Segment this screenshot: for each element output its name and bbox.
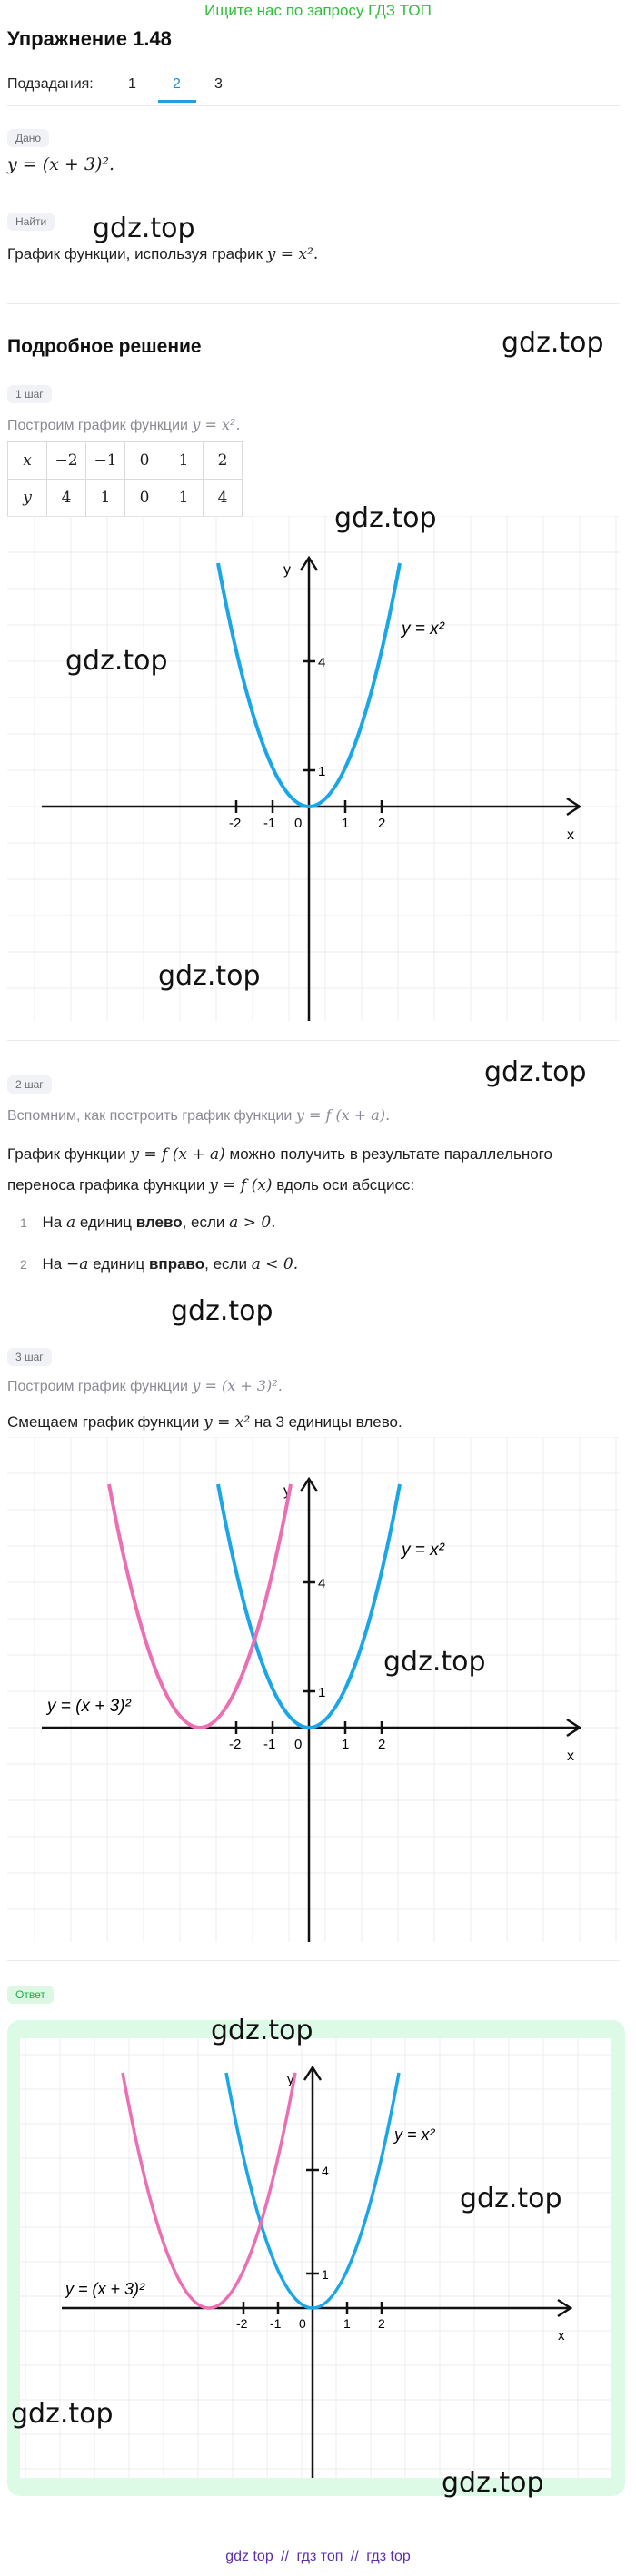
tick-label: 4 xyxy=(318,1576,326,1591)
table-cell: 0 xyxy=(125,442,164,480)
y-axis-label: y xyxy=(283,562,291,578)
parabola-label: y = x² xyxy=(402,619,444,639)
paragraph-text: переноса графика функции xyxy=(7,1176,205,1194)
y-axis-label: y xyxy=(287,2072,294,2087)
formula: y = f (x) xyxy=(209,1176,273,1194)
tick-label: 1 xyxy=(342,816,350,831)
tick-label: 0 xyxy=(299,2316,306,2331)
tick-label: 1 xyxy=(318,1685,326,1700)
grid xyxy=(7,1437,620,1942)
shifted-parabola-label: y = (x + 3)² xyxy=(65,2280,145,2298)
step3-description xyxy=(7,1413,402,1432)
watermark: gdz.top xyxy=(11,2398,114,2430)
tick-label: 1 xyxy=(322,2267,329,2282)
table-cell: 4 xyxy=(204,480,243,517)
tick-label: 0 xyxy=(294,816,303,831)
tick-label: 4 xyxy=(322,2164,329,2178)
list-bold: влево xyxy=(135,1214,183,1231)
grid xyxy=(7,516,620,1021)
step2-text-label: Вспомним, как построить график функции xyxy=(7,1108,293,1124)
y-axis-label: y xyxy=(283,1483,291,1499)
table-cell: 1 xyxy=(164,442,204,480)
footer-separator: // xyxy=(350,2549,359,2564)
watermark: gdz.top xyxy=(484,1056,587,1088)
tick-label: 2 xyxy=(378,1737,386,1752)
step3-text xyxy=(7,1377,283,1395)
paragraph-text: можно получить в результате параллельного xyxy=(229,1145,552,1163)
tick-label: -2 xyxy=(229,816,242,831)
active-tab-indicator xyxy=(158,100,196,103)
tick-label: 1 xyxy=(342,1737,350,1752)
step2-badge: 2 шаг xyxy=(7,1075,52,1094)
parabola-label: y = x² xyxy=(394,2125,435,2144)
table-cell: 1 xyxy=(164,480,204,517)
tick-label: 1 xyxy=(318,764,326,779)
tick-label: 2 xyxy=(378,2316,385,2331)
watermark: gdz.top xyxy=(383,1646,486,1678)
x-axis-label: x xyxy=(567,827,574,843)
solution-title: Подробное решение xyxy=(7,336,202,357)
watermark: gdz.top xyxy=(171,1295,273,1327)
table-cell: 1 xyxy=(86,480,125,517)
table-cell: −1 xyxy=(86,442,125,480)
tab-subtask-3[interactable]: 3 xyxy=(214,76,223,92)
description-text: Смещаем график функции xyxy=(7,1413,200,1431)
tick-label: -1 xyxy=(270,2316,282,2331)
parabola-label: y = x² xyxy=(402,1541,444,1560)
tick-label: -1 xyxy=(263,816,276,831)
step2-formula: y = f (x + a). xyxy=(295,1106,391,1124)
page-title: Упражнение 1.48 xyxy=(7,27,172,50)
step1-text xyxy=(7,416,241,434)
values-table xyxy=(7,441,243,517)
x-axis-label: x xyxy=(567,1749,574,1764)
list-item xyxy=(20,1255,298,1273)
tab-subtask-2[interactable]: 2 xyxy=(173,76,181,92)
list-text: На xyxy=(42,1255,63,1273)
watermark: gdz.top xyxy=(502,327,604,359)
formula: a > 0. xyxy=(229,1214,276,1232)
watermark: gdz.top xyxy=(65,645,168,677)
tick-label: -2 xyxy=(236,2316,248,2331)
step2-text xyxy=(7,1106,390,1125)
step1-formula: y = x². xyxy=(192,416,241,433)
formula: a xyxy=(66,1214,76,1232)
tick-label: 0 xyxy=(294,1737,303,1752)
list-text: единиц xyxy=(93,1255,145,1273)
given-formula: y = (x + 3)². xyxy=(7,154,115,174)
subtasks-label: Подзадания: xyxy=(7,76,94,92)
shifted-parabola-label: y = (x + 3)² xyxy=(47,1697,131,1716)
list-text: На xyxy=(42,1214,63,1231)
divider xyxy=(7,105,620,106)
tick-label: -2 xyxy=(229,1737,242,1752)
table-row xyxy=(8,442,243,480)
table-cell: 0 xyxy=(125,480,164,517)
table-cell: −2 xyxy=(47,442,86,480)
tick-label: 1 xyxy=(343,2316,351,2331)
list-bold: вправо xyxy=(148,1255,205,1273)
find-formula: y = x². xyxy=(266,245,319,263)
footer-link[interactable]: гдз топ xyxy=(296,2549,343,2564)
formula: a < 0. xyxy=(251,1255,299,1273)
table-cell: x xyxy=(8,442,47,480)
paragraph-text: График функции xyxy=(7,1145,126,1163)
graph-shifted xyxy=(7,1437,620,1942)
list-text: , если xyxy=(182,1214,225,1231)
list-number: 2 xyxy=(20,1257,27,1272)
step3-text-label: Построим график функции xyxy=(7,1379,188,1394)
footer-link[interactable]: гдз top xyxy=(366,2549,411,2564)
step3-formula: y = (x + 3)². xyxy=(192,1377,283,1394)
table-cell: 2 xyxy=(204,442,243,480)
tick-label: 2 xyxy=(378,816,386,831)
step2-paragraph xyxy=(7,1139,625,1201)
tick-label: 4 xyxy=(318,655,326,670)
divider xyxy=(7,1960,620,1961)
formula: −a xyxy=(66,1255,89,1273)
answer-badge: Ответ xyxy=(7,1986,54,2004)
watermark: gdz.top xyxy=(93,213,195,244)
paragraph-text: вдоль оси абсцисс: xyxy=(276,1176,415,1194)
footer-links xyxy=(0,2549,636,2565)
formula: y = f (x + a) xyxy=(130,1145,225,1164)
table-row xyxy=(8,480,243,517)
graph-parabola xyxy=(7,516,620,1021)
watermark: gdz.top xyxy=(158,960,261,992)
x-axis-label: x xyxy=(558,2328,565,2343)
given-badge: Дано xyxy=(7,129,49,147)
watermark: gdz.top xyxy=(460,2183,562,2214)
list-item xyxy=(20,1214,276,1232)
watermark: gdz.top xyxy=(442,2467,544,2499)
find-text-label: График функции, используя график xyxy=(7,245,263,263)
find-text xyxy=(7,245,318,263)
step1-text-label: Построим график функции xyxy=(7,418,188,433)
footer-link[interactable]: gdz top xyxy=(225,2549,273,2564)
watermark: gdz.top xyxy=(211,2015,313,2046)
table-cell: 4 xyxy=(47,480,86,517)
formula: y = x² xyxy=(204,1413,251,1432)
footer-separator: // xyxy=(281,2549,290,2564)
find-badge: Найти xyxy=(7,213,55,231)
shifted-parabola-curve xyxy=(123,2073,295,2308)
description-text: на 3 единицы влево. xyxy=(253,1413,402,1431)
step3-badge: 3 шаг xyxy=(7,1348,52,1366)
list-number: 1 xyxy=(20,1215,27,1230)
top-search-link[interactable]: Ищите нас по запросу ГДЗ ТОП xyxy=(204,2,432,19)
step1-badge: 1 шаг xyxy=(7,385,52,403)
tab-subtask-1[interactable]: 1 xyxy=(128,76,136,92)
divider xyxy=(7,1040,620,1041)
watermark: gdz.top xyxy=(334,502,437,534)
divider xyxy=(7,303,620,304)
list-text: , если xyxy=(204,1255,247,1273)
tick-label: -1 xyxy=(263,1737,276,1752)
table-cell: y xyxy=(8,480,47,517)
list-text: единиц xyxy=(79,1214,132,1231)
